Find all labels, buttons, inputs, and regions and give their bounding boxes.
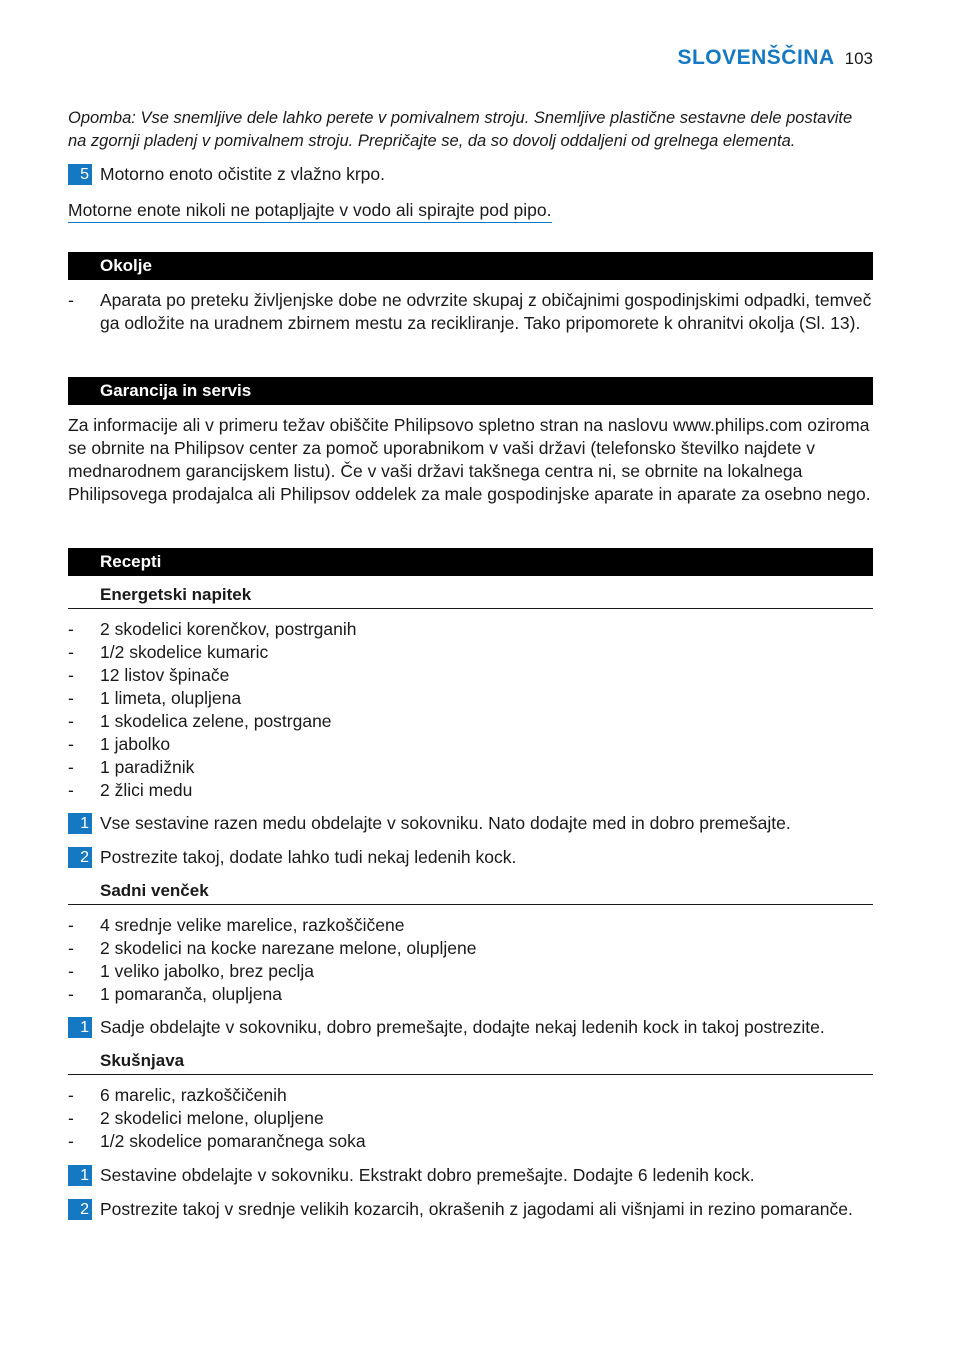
ingredient-item (68, 983, 873, 1006)
ingredient-text: 6 marelic, razkoščičenih (100, 1085, 287, 1105)
dash-bullet: - (68, 734, 74, 754)
ingredient-text: 1 veliko jabolko, brez peclja (100, 961, 315, 981)
ingredient-text: 1 limeta, olupljena (100, 688, 242, 708)
ingredient-item (68, 756, 873, 779)
language-title: SLOVENŠČINA (677, 46, 835, 69)
ingredient-list-energy (68, 618, 873, 802)
ingredient-item (68, 733, 873, 756)
recipe-title-temptation: Skušnjava (68, 1050, 873, 1075)
recipe-title-energy: Energetski napitek (68, 584, 873, 609)
dash-bullet: - (68, 961, 74, 981)
step-number: 1 (68, 1017, 92, 1038)
ingredient-text: 1/2 skodelice pomarančnega soka (100, 1131, 366, 1151)
dash-bullet: - (68, 938, 74, 958)
environment-item (68, 289, 873, 335)
ingredient-item (68, 779, 873, 802)
step-number: 2 (68, 847, 92, 868)
recipe-step (68, 1016, 873, 1039)
ingredient-item (68, 937, 873, 960)
ingredient-list-temptation (68, 1084, 873, 1153)
ingredient-item (68, 687, 873, 710)
dash-bullet: - (68, 1108, 74, 1128)
step-text: Sadje obdelajte v sokovniku, dobro premešajte, dodajte nekaj ledenih kock in takoj postrezite. (100, 1017, 825, 1037)
environment-text: Aparata po preteku življenjske dobe ne odvrzite skupaj z običajnimi gospodinjskimi odpadki, temveč ga odložite na uradnem zbirnem mestu za recikliranje. Tako pripomorete k ohranitvi okolja (Sl. 13). (100, 290, 872, 333)
step-text: Postrezite takoj, dodate lahko tudi nekaj ledenih kock. (100, 847, 517, 867)
dash-bullet: - (68, 780, 74, 800)
step-number: 5 (68, 164, 92, 185)
dash-bullet: - (68, 290, 74, 310)
section-bar-warranty: Garancija in servis (68, 377, 873, 405)
ingredient-item (68, 710, 873, 733)
step-number: 1 (68, 813, 92, 834)
step-text: Vse sestavine razen medu obdelajte v sokovniku. Nato dodajte med in dobro premešajte. (100, 813, 791, 833)
ingredient-list-fruit (68, 914, 873, 1006)
ingredient-text: 2 skodelici korenčkov, postrganih (100, 619, 357, 639)
step-text: Sestavine obdelajte v sokovniku. Ekstrakt dobro premešajte. Dodajte 6 ledenih kock. (100, 1165, 755, 1185)
step-text: Motorno enoto očistite z vlažno krpo. (100, 164, 386, 184)
ingredient-item (68, 664, 873, 687)
ingredient-text: 2 skodelici melone, olupljene (100, 1108, 324, 1128)
ingredient-text: 1 pomaranča, olupljena (100, 984, 282, 1004)
step-number: 1 (68, 1165, 92, 1186)
ingredient-item (68, 618, 873, 641)
dash-bullet: - (68, 757, 74, 777)
recipe-step (68, 1164, 873, 1187)
note-text: Opomba: Vse snemljive dele lahko perete v pomivalnem stroju. Snemljive plastične sestavne dele postavite na zgornji pladenj v pomivalnem stroju. Prepričajte se, da so dovolj oddaljeni od grelnega elementa. (68, 109, 853, 150)
ingredient-text: 2 žlici medu (100, 780, 193, 800)
ingredient-text: 1 paradižnik (100, 757, 195, 777)
dash-bullet: - (68, 915, 74, 935)
recipe-step (68, 812, 873, 835)
ingredient-text: 1 jabolko (100, 734, 171, 754)
ingredient-item (68, 641, 873, 664)
dash-bullet: - (68, 711, 74, 731)
warranty-text: Za informacije ali v primeru težav obiščite Philipsovo spletno stran na naslovu www.philips.com oziroma se obrnite na Philipsov center za pomoč uporabnikom v vaši državi (telefonsko številko najdete v mednarodnem garancijskem listu). Če v vaši državi takšnega centra ni, se obrnite na lokalnega Philipsovega prodajalca ali Philipsov oddelek za male gospodinjske aparate in aparate za osebno nego. (68, 415, 871, 504)
step-text: Postrezite takoj v srednje velikih kozarcih, okrašenih z jagodami ali višnjami in rezino pomaranče. (100, 1199, 853, 1219)
dash-bullet: - (68, 984, 74, 1004)
ingredient-item (68, 1130, 873, 1153)
ingredient-text: 12 listov špinače (100, 665, 230, 685)
dash-bullet: - (68, 619, 74, 639)
ingredient-text: 1/2 skodelice kumaric (100, 642, 269, 662)
dash-bullet: - (68, 688, 74, 708)
ingredient-item (68, 960, 873, 983)
ingredient-text: 4 srednje velike marelice, razkoščičene (100, 915, 405, 935)
recipe-title-fruit: Sadni venček (68, 880, 873, 905)
section-bar-environment: Okolje (68, 252, 873, 280)
page-number: 103 (844, 49, 873, 68)
dash-bullet: - (68, 642, 74, 662)
recipe-step (68, 1198, 873, 1221)
ingredient-text: 1 skodelica zelene, postrgane (100, 711, 332, 731)
dash-bullet: - (68, 1131, 74, 1151)
ingredient-text: 2 skodelici na kocke narezane melone, olupljene (100, 938, 477, 958)
step-number: 2 (68, 1199, 92, 1220)
dash-bullet: - (68, 1085, 74, 1105)
recipe-step (68, 846, 873, 869)
cleaning-step (68, 163, 873, 186)
dash-bullet: - (68, 665, 74, 685)
page-header (677, 46, 873, 70)
ingredient-item (68, 1107, 873, 1130)
ingredient-item (68, 914, 873, 937)
warning-text: Motorne enote nikoli ne potapljajte v vodo ali spirajte pod pipo. (68, 199, 552, 223)
ingredient-item (68, 1084, 873, 1107)
section-bar-recipes: Recepti (68, 548, 873, 576)
